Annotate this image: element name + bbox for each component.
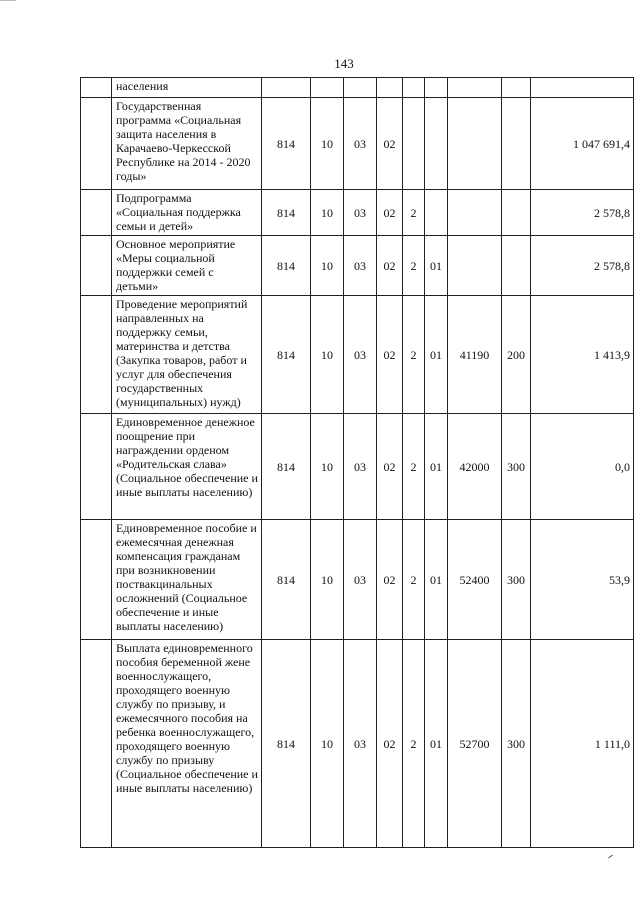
amount-cell: 1 413,9 (531, 296, 634, 414)
table-row (81, 236, 634, 296)
expense-type-cell (502, 78, 531, 98)
row-number-cell (81, 98, 112, 190)
direction-code-cell: 52700 (448, 640, 502, 848)
scan-corner-mark (0, 0, 16, 4)
subprogram-code-cell: 2 (403, 414, 425, 520)
direction-code-cell (448, 98, 502, 190)
page-number: 143 (334, 56, 354, 71)
ministry-code-cell: 814 (262, 98, 311, 190)
program-code-cell (377, 78, 403, 98)
item-name-cell: Выплата единовременного пособия беременной жене военнослужащего, проходящего военную службу по призыву, и ежемесячного пособия на ребенка военнослужащего, проходящего военную службу по призыву (Социальное обеспечение и иные выплаты населению) (112, 640, 262, 848)
program-code-cell: 02 (377, 640, 403, 848)
amount-cell: 0,0 (531, 414, 634, 520)
row-number-cell (81, 640, 112, 848)
table-row (81, 520, 634, 640)
section-code-cell: 10 (311, 414, 344, 520)
amount-cell: 2 578,8 (531, 236, 634, 296)
program-code-cell: 02 (377, 236, 403, 296)
direction-code-cell (448, 190, 502, 236)
expense-type-cell: 300 (502, 520, 531, 640)
budget-table (80, 77, 634, 848)
ministry-code-cell: 814 (262, 190, 311, 236)
amount-cell: 1 047 691,4 (531, 98, 634, 190)
program-code-cell: 02 (377, 98, 403, 190)
table-body (81, 78, 634, 848)
subprogram-code-cell: 2 (403, 640, 425, 848)
row-number-cell (81, 190, 112, 236)
table-row (81, 190, 634, 236)
program-code-cell: 02 (377, 520, 403, 640)
row-number-cell (81, 520, 112, 640)
subsection-code-cell: 03 (344, 640, 377, 848)
row-number-cell (81, 296, 112, 414)
event-code-cell (425, 190, 448, 236)
row-number-cell (81, 236, 112, 296)
table-row (81, 78, 634, 98)
event-code-cell (425, 98, 448, 190)
amount-cell: 2 578,8 (531, 190, 634, 236)
event-code-cell: 01 (425, 236, 448, 296)
subprogram-code-cell: 2 (403, 236, 425, 296)
expense-type-cell: 200 (502, 296, 531, 414)
section-code-cell: 10 (311, 236, 344, 296)
direction-code-cell: 52400 (448, 520, 502, 640)
ministry-code-cell: 814 (262, 640, 311, 848)
direction-code-cell (448, 78, 502, 98)
program-code-cell: 02 (377, 190, 403, 236)
row-number-cell (81, 414, 112, 520)
ministry-code-cell: 814 (262, 236, 311, 296)
subsection-code-cell (344, 78, 377, 98)
program-code-cell: 02 (377, 296, 403, 414)
ministry-code-cell: 814 (262, 414, 311, 520)
table-row (81, 414, 634, 520)
subprogram-code-cell: 2 (403, 296, 425, 414)
expense-type-cell (502, 190, 531, 236)
subsection-code-cell: 03 (344, 520, 377, 640)
item-name-cell: Единовременное пособие и ежемесячная денежная компенсация гражданам при возникновении поствакцинальных осложнений (Социальное обеспечение и иные выплаты населению) (112, 520, 262, 640)
item-name-cell: населения (112, 78, 262, 98)
direction-code-cell: 41190 (448, 296, 502, 414)
section-code-cell (311, 78, 344, 98)
subsection-code-cell: 03 (344, 190, 377, 236)
ministry-code-cell: 814 (262, 296, 311, 414)
expense-type-cell (502, 98, 531, 190)
ministry-code-cell: 814 (262, 520, 311, 640)
subprogram-code-cell (403, 78, 425, 98)
subsection-code-cell: 03 (344, 236, 377, 296)
expense-type-cell (502, 236, 531, 296)
event-code-cell (425, 78, 448, 98)
subprogram-code-cell (403, 98, 425, 190)
event-code-cell: 01 (425, 414, 448, 520)
event-code-cell: 01 (425, 520, 448, 640)
section-code-cell: 10 (311, 520, 344, 640)
program-code-cell: 02 (377, 414, 403, 520)
section-code-cell: 10 (311, 98, 344, 190)
table-row (81, 296, 634, 414)
item-name-cell: Подпрограмма «Социальная поддержка семьи и детей» (112, 190, 262, 236)
event-code-cell: 01 (425, 296, 448, 414)
expense-type-cell: 300 (502, 640, 531, 848)
subprogram-code-cell: 2 (403, 190, 425, 236)
amount-cell: 53,9 (531, 520, 634, 640)
table-row (81, 98, 634, 190)
section-code-cell: 10 (311, 296, 344, 414)
section-code-cell: 10 (311, 190, 344, 236)
subsection-code-cell: 03 (344, 296, 377, 414)
table-row (81, 640, 634, 848)
item-name-cell: Единовременное денежное поощрение при награждении орденом «Родительская слава» (Социальное обеспечение и иные выплаты населению) (112, 414, 262, 520)
subprogram-code-cell: 2 (403, 520, 425, 640)
event-code-cell: 01 (425, 640, 448, 848)
expense-type-cell: 300 (502, 414, 531, 520)
stray-pen-mark (608, 855, 613, 859)
amount-cell: 1 111,0 (531, 640, 634, 848)
item-name-cell: Основное мероприятие «Меры социальной поддержки семей с детьми» (112, 236, 262, 296)
row-number-cell (81, 78, 112, 98)
subsection-code-cell: 03 (344, 414, 377, 520)
section-code-cell: 10 (311, 640, 344, 848)
amount-cell (531, 78, 634, 98)
item-name-cell: Государственная программа «Социальная защита населения в Карачаево-Черкесской Республике на 2014 - 2020 годы» (112, 98, 262, 190)
subsection-code-cell: 03 (344, 98, 377, 190)
ministry-code-cell (262, 78, 311, 98)
item-name-cell: Проведение мероприятий направленных на поддержку семьи, материнства и детства (Закупка товаров, работ и услуг для обеспечения государственных (муниципальных) нужд) (112, 296, 262, 414)
direction-code-cell (448, 236, 502, 296)
direction-code-cell: 42000 (448, 414, 502, 520)
